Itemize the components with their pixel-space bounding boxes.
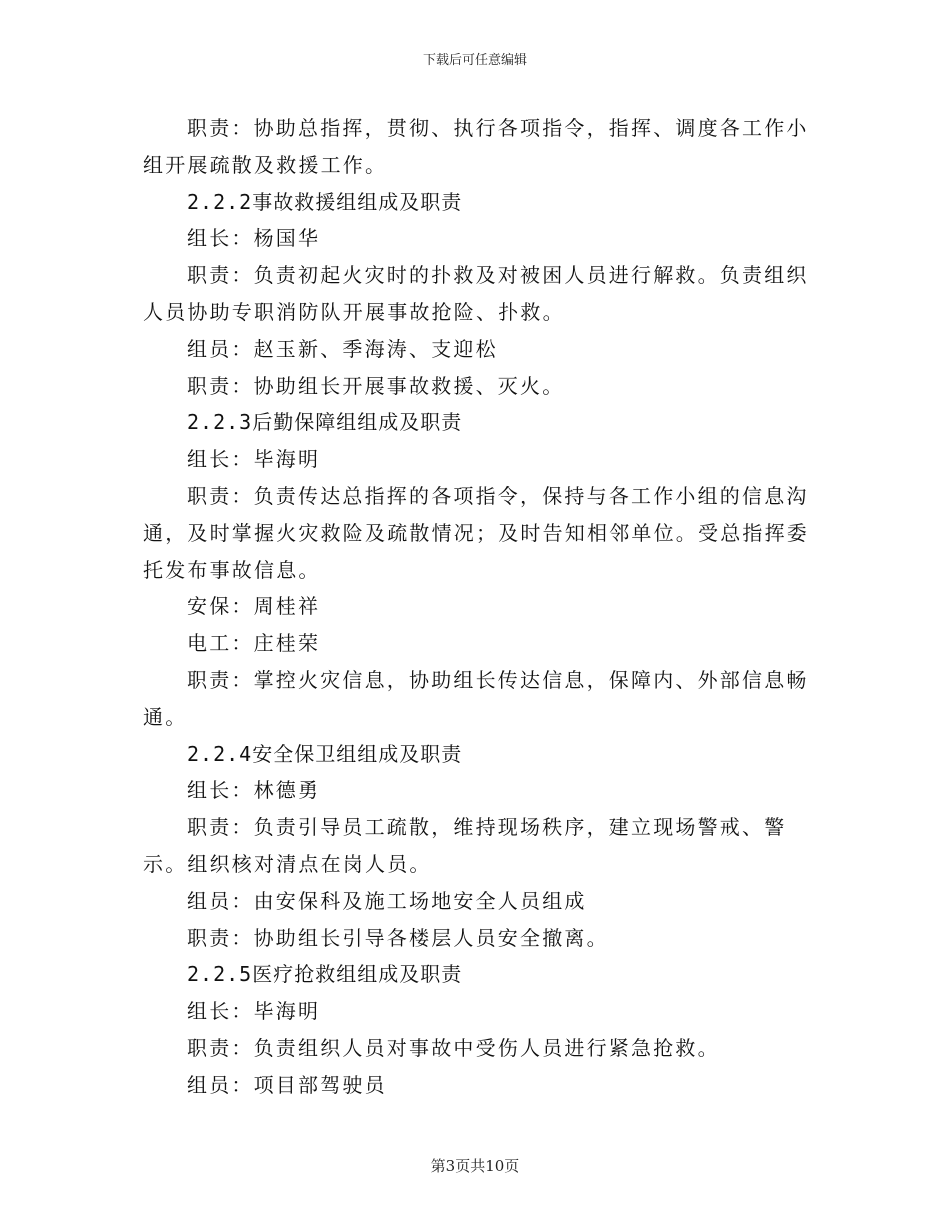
paragraph-rescue-members: 组员：赵玉新、季海涛、支迎松 [187, 336, 498, 361]
paragraph-security-members: 组员：由安保科及施工场地安全人员组成 [187, 888, 587, 913]
paragraph-medical-members: 组员：项目部驾驶员 [187, 1072, 387, 1097]
paragraph-rescue-members-duty: 职责：协助组长开展事故救援、灭火。 [187, 373, 565, 398]
paragraph-logistics-security: 安保：周桂祥 [187, 594, 321, 619]
section-heading-medical-team: 2.2.5医疗抢救组组成及职责 [187, 962, 463, 987]
paragraph-logistics-leader: 组长：毕海明 [187, 447, 321, 472]
section-heading-logistics-team: 2.2.3后勤保障组组成及职责 [187, 410, 463, 435]
paragraph-duty-deputy-commander: 职责：协助总指挥，贯彻、执行各项指令，指挥、调度各工作小组开展疏散及救援工作。 [143, 116, 809, 177]
paragraph-rescue-leader: 组长：杨国华 [187, 226, 321, 251]
paragraph-logistics-leader-duty: 职责：负责传达总指挥的各项指令，保持与各工作小组的信息沟通，及时掌握火灾救险及疏散情况；及时告知相邻单位。受总指挥委托发布事故信息。 [143, 483, 809, 582]
paragraph-logistics-members-duty: 职责：掌控火灾信息，协助组长传达信息，保障内、外部信息畅通。 [143, 667, 809, 729]
page-footer: 第3页共10页 [430, 1157, 520, 1175]
paragraph-logistics-electrician: 电工：庄桂荣 [187, 631, 321, 656]
section-heading-security-team: 2.2.4安全保卫组组成及职责 [187, 741, 463, 766]
paragraph-security-members-duty: 职责：协助组长引导各楼层人员安全撤离。 [187, 925, 609, 950]
section-heading-rescue-team: 2.2.2事故救援组组成及职责 [187, 189, 463, 214]
document-body [143, 110, 813, 1104]
paragraph-rescue-leader-duty: 职责：负责初起火灾时的扑救及对被困人员进行解救。负责组织人员协助专职消防队开展事故抢险、扑救。 [143, 263, 809, 324]
paragraph-medical-leader-duty: 职责：负责组织人员对事故中受伤人员进行紧急抢救。 [187, 1035, 720, 1060]
paragraph-security-leader-duty: 职责：负责引导员工疏散，维持现场秩序，建立现场警戒、警示。组织核对清点在岗人员。 [143, 815, 787, 876]
page-header: 下载后可任意编辑 [422, 53, 527, 68]
paragraph-security-leader: 组长：林德勇 [187, 778, 321, 803]
paragraph-medical-leader: 组长：毕海明 [187, 999, 321, 1024]
